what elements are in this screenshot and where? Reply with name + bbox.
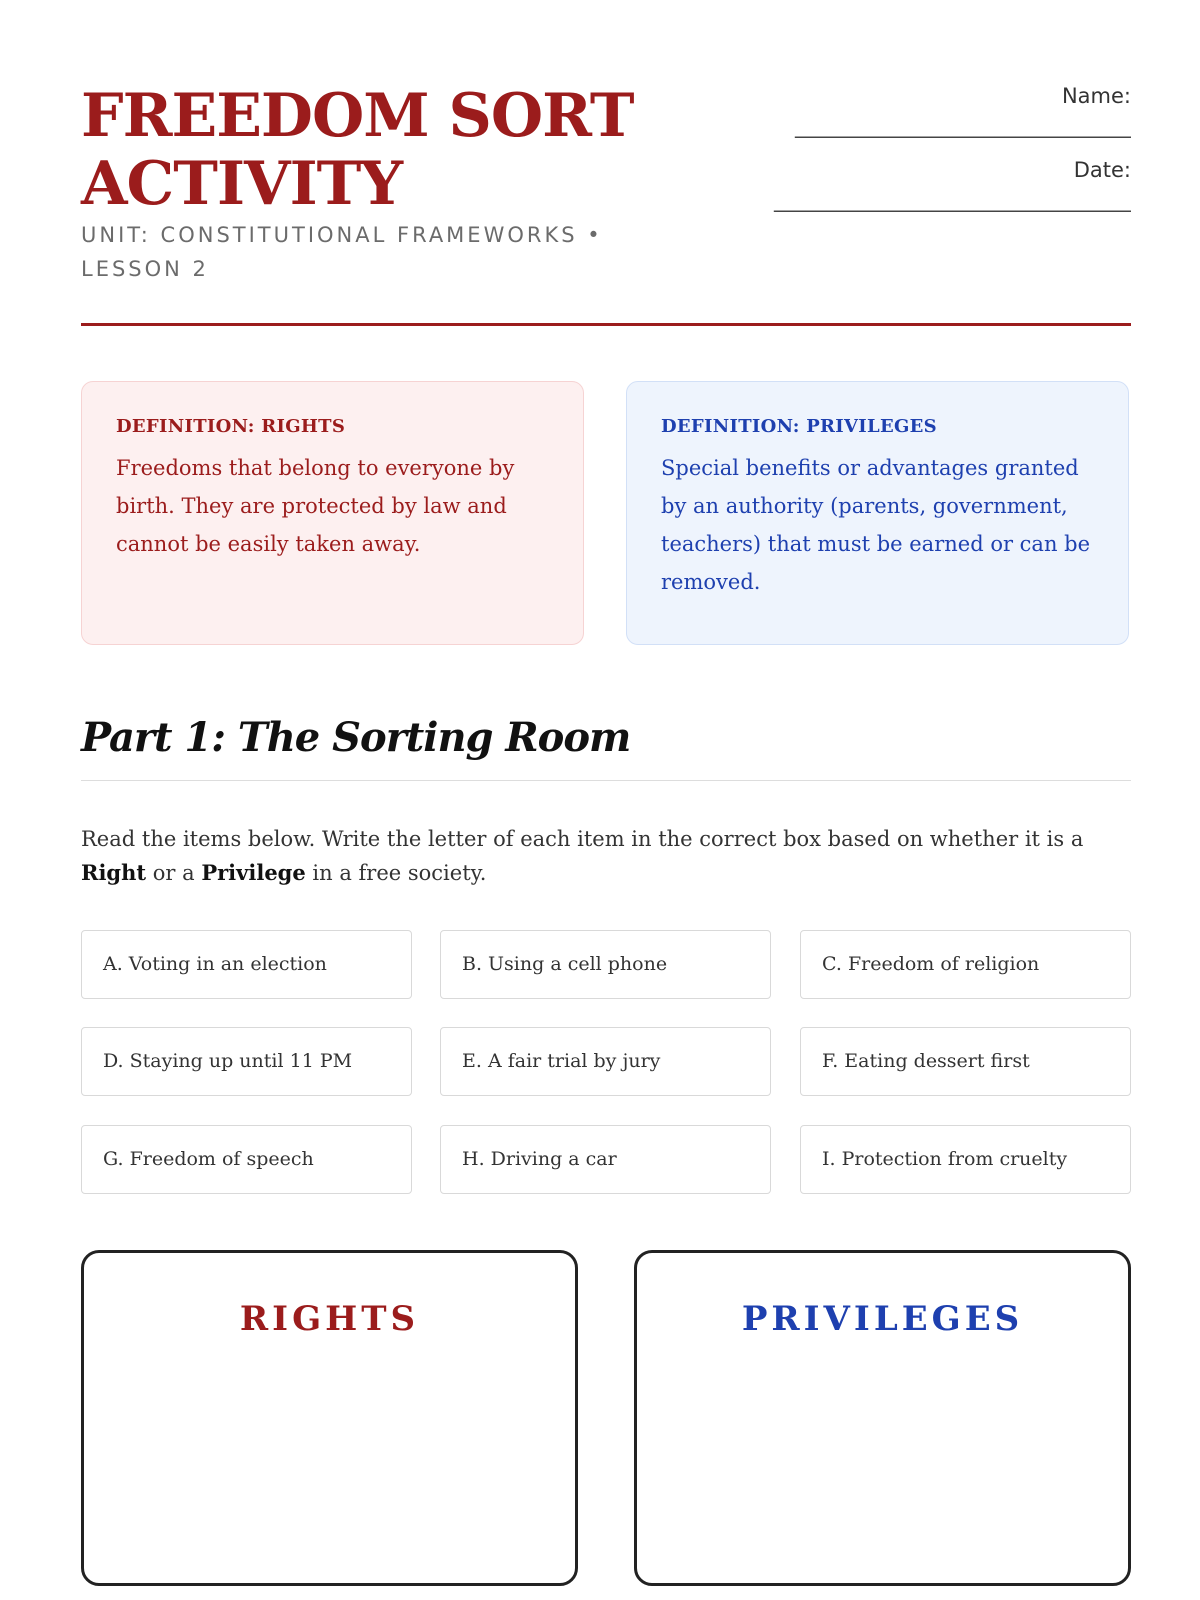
sort-item-d: D. Staying up until 11 PM <box>81 1027 412 1096</box>
privileges-box-label: PRIVILEGES <box>741 1299 1024 1339</box>
sort-item-c: C. Freedom of religion <box>800 930 1131 999</box>
rights-definition-card <box>81 381 584 645</box>
instructions <box>81 822 1131 890</box>
worksheet-title: FREEDOM SORT ACTIVITY <box>81 81 634 219</box>
rights-definition-text: Freedoms that belong to everyone by birth. They are protected by law and cannot be easily taken away. <box>116 456 515 556</box>
student-info <box>671 80 1131 228</box>
part1-title: Part 1: The Sorting Room <box>81 714 631 761</box>
name-field[interactable]: ________________________________ <box>795 114 1131 138</box>
date-field[interactable]: __________________________________ <box>774 188 1131 212</box>
privileges-answer-box[interactable] <box>634 1250 1131 1586</box>
sort-item-i: I. Protection from cruelty <box>800 1125 1131 1194</box>
sort-item-a: A. Voting in an election <box>81 930 412 999</box>
privileges-definition-card <box>626 381 1129 645</box>
part1-divider <box>81 780 1131 781</box>
rights-answer-box[interactable] <box>81 1250 578 1586</box>
rights-definition-heading: DEFINITION: RIGHTS <box>116 416 346 437</box>
sort-item-f: F. Eating dessert first <box>800 1027 1131 1096</box>
name-label: Name: <box>1061 84 1131 108</box>
instructions-text: or a <box>146 861 202 885</box>
sort-item-g: G. Freedom of speech <box>81 1125 412 1194</box>
privileges-definition-heading: DEFINITION: PRIVILEGES <box>661 416 937 437</box>
sort-item-h: H. Driving a car <box>440 1125 771 1194</box>
unit-subtitle: UNIT: CONSTITUTIONAL FRAMEWORKS • LESSON 2 <box>81 223 603 281</box>
instructions-text: in a free society. <box>305 861 487 885</box>
header-divider <box>81 323 1131 326</box>
sort-item-e: E. A fair trial by jury <box>440 1027 771 1096</box>
instructions-privilege-term: Privilege <box>201 860 306 885</box>
privileges-definition-text: Special benefits or advantages granted by an authority (parents, government, teachers) that must be earned or can be removed. <box>661 456 1091 594</box>
instructions-text: Read the items below. Write the letter of each item in the correct box based on whether it is a <box>81 827 1084 851</box>
date-label: Date: <box>1073 158 1131 182</box>
instructions-right-term: Right <box>81 860 147 885</box>
sort-item-b: B. Using a cell phone <box>440 930 771 999</box>
rights-box-label: RIGHTS <box>239 1299 420 1339</box>
